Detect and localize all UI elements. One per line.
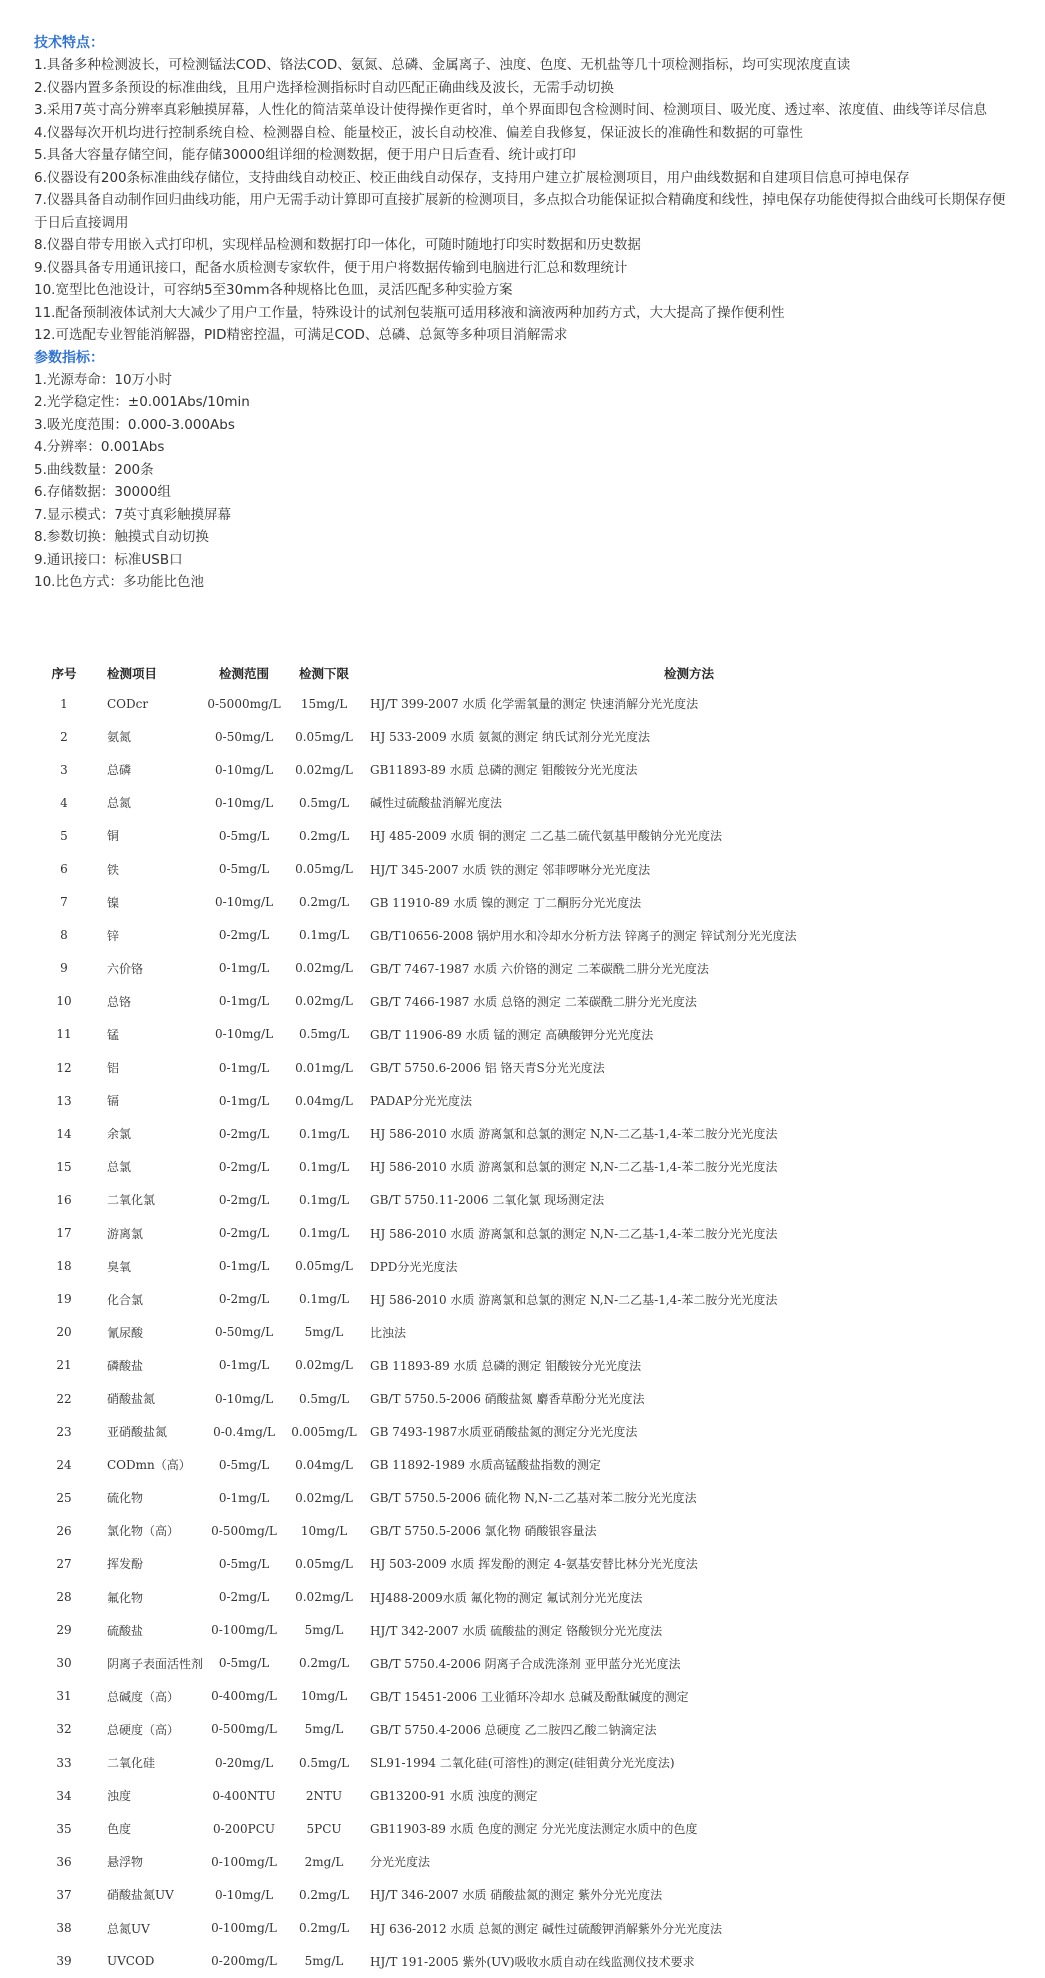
detection-method-cell: GB/T 5750.5-2006 硫化物 N,N-二乙基对苯二胺分光光度法 — [370, 1491, 697, 1506]
tech_features-item: 5.具备大容量存储空间，能存储30000组详细的检测数据，便于用户日后查看、统计或打印 — [34, 147, 576, 163]
detection-method-cell: HJ 636-2012 水质 总氮的测定 碱性过硫酸钾消解紫外分光光度法 — [370, 1921, 723, 1936]
table-row — [35, 1217, 1014, 1250]
detection-limit-cell: 0.01mg/L — [295, 1060, 353, 1075]
detection-range-cell: 0-2mg/L — [218, 1192, 270, 1207]
detection-limit-cell: 0.02mg/L — [295, 961, 353, 976]
detection-range-cell: 0-2mg/L — [218, 928, 270, 943]
detection-item-cell: 总氮UV — [107, 1921, 150, 1936]
detection-item-cell: CODmn（高） — [107, 1458, 191, 1473]
table-row — [35, 1812, 1014, 1845]
row-number-cell: 36 — [56, 1854, 72, 1869]
detection-item-cell: 铁 — [107, 862, 120, 877]
detection-item-cell: 硝酸盐氮 — [107, 1392, 156, 1407]
detection-range-cell: 0-200mg/L — [211, 1954, 277, 1969]
table-row — [35, 720, 1014, 753]
table-row — [35, 1448, 1014, 1481]
row-number-cell: 3 — [60, 762, 68, 777]
table-row — [35, 852, 1014, 885]
methods-table — [35, 658, 1014, 1978]
detection-limit-cell: 10mg/L — [300, 1689, 348, 1704]
detection-limit-cell: 0.04mg/L — [295, 1093, 353, 1108]
row-number-cell: 9 — [60, 961, 68, 976]
row-number-cell: 16 — [56, 1192, 72, 1207]
detection-limit-cell: 0.2mg/L — [298, 828, 350, 843]
table-row — [35, 1614, 1014, 1647]
detection-item-cell: CODcr — [107, 696, 149, 711]
detection-method-cell: 碱性过硫酸盐消解光度法 — [370, 796, 503, 811]
table-row — [35, 1845, 1014, 1878]
detection-limit-cell: 0.05mg/L — [295, 729, 353, 744]
detection-method-cell: HJ 586-2010 水质 游离氯和总氯的测定 N,N-二乙基-1,4-苯二胺分光光度法 — [370, 1127, 778, 1142]
tech_features-item: 8.仪器自带专用嵌入式打印机，实现样品检测和数据打印一体化，可随时随地打印实时数据和历史数据 — [34, 237, 641, 253]
row-number-cell: 6 — [60, 862, 68, 877]
detection-range-cell: 0-10mg/L — [215, 762, 274, 777]
detection-method-cell: GB/T 5750.4-2006 总硬度 乙二胺四乙酸二钠滴定法 — [370, 1722, 657, 1737]
detection-range-cell: 0-2mg/L — [218, 1126, 270, 1141]
detection-method-cell: GB13200-91 水质 浊度的测定 — [370, 1789, 538, 1804]
detection-limit-cell: 0.05mg/L — [295, 1259, 353, 1274]
detection-range-cell: 0-10mg/L — [215, 795, 274, 810]
detection-limit-cell: 0.02mg/L — [295, 762, 353, 777]
row-number-cell: 13 — [56, 1093, 72, 1108]
detection-method-cell: DPD分光光度法 — [370, 1259, 458, 1274]
detection-limit-cell: 0.1mg/L — [298, 1226, 350, 1241]
detection-item-cell: 总氮 — [107, 796, 132, 811]
detection-range-cell: 0-5000mg/L — [207, 696, 281, 711]
detection-limit-cell: 0.5mg/L — [298, 1391, 350, 1406]
table-row — [35, 1547, 1014, 1580]
row-number-cell: 25 — [56, 1490, 72, 1505]
table-row — [35, 687, 1014, 720]
detection-method-cell: GB 11910-89 水质 镍的测定 丁二酮肟分光光度法 — [370, 895, 642, 910]
detection-range-cell: 0-5mg/L — [218, 862, 270, 877]
detection-method-cell: 比浊法 — [370, 1325, 407, 1340]
detection-method-cell: HJ/T 342-2007 水质 硫酸盐的测定 铬酸钡分光光度法 — [370, 1623, 663, 1638]
parameters-item: 7.显示模式：7英寸真彩触摸屏幕 — [34, 506, 231, 523]
tech_features-item: 12.可选配专业智能消解器，PID精密控温，可满足COD、总磷、总氮等多种项目消解需求 — [34, 327, 568, 343]
row-number-cell: 31 — [56, 1689, 72, 1704]
detection-method-cell: HJ/T 399-2007 水质 化学需氧量的测定 快速消解分光光度法 — [370, 697, 699, 712]
row-number-cell: 12 — [56, 1060, 72, 1075]
detection-limit-cell: 0.1mg/L — [298, 1159, 350, 1174]
detection-item-cell: 亚硝酸盐氮 — [107, 1425, 168, 1440]
table-row — [35, 1018, 1014, 1051]
row-number-cell: 11 — [56, 1027, 72, 1042]
detection-item-cell: 铝 — [107, 1061, 120, 1076]
table-row — [35, 919, 1014, 952]
detection-method-cell: GB/T 5750.11-2006 二氧化氯 现场测定法 — [370, 1193, 605, 1208]
table-row — [35, 1250, 1014, 1283]
table-row — [35, 952, 1014, 985]
detection-item-cell: 锰 — [107, 1027, 120, 1042]
detection-method-cell: GB/T 5750.5-2006 硝酸盐氮 麝香草酚分光光度法 — [370, 1392, 645, 1407]
detection-limit-cell: 0.05mg/L — [295, 1556, 353, 1571]
table-row — [35, 1514, 1014, 1547]
detection-limit-cell: 5mg/L — [304, 1325, 344, 1340]
detection-range-cell: 0-1mg/L — [218, 961, 270, 976]
table-row — [35, 1051, 1014, 1084]
detection-method-cell: HJ488-2009水质 氟化物的测定 氟试剂分光光度法 — [370, 1590, 643, 1605]
detection-method-cell: HJ 586-2010 水质 游离氯和总氯的测定 N,N-二乙基-1,4-苯二胺分光光度法 — [370, 1160, 778, 1175]
row-number-cell: 39 — [56, 1954, 72, 1969]
table-row — [35, 1150, 1014, 1183]
row-number-cell: 7 — [60, 895, 68, 910]
detection-item-cell: 氯化物（高） — [107, 1524, 180, 1539]
detection-range-cell: 0-50mg/L — [215, 729, 274, 744]
detection-method-cell: GB/T10656-2008 锅炉用水和冷却水分析方法 锌离子的测定 锌试剂分光光度法 — [370, 928, 797, 943]
parameters-item: 6.存储数据：30000组 — [34, 484, 171, 500]
detection-item-cell: 二氧化硅 — [107, 1756, 156, 1771]
tech_features-item: 10.宽型比色池设计，可容纳5至30mm各种规格比色皿，灵活匹配多种实验方案 — [34, 282, 513, 298]
detection-range-cell: 0-1mg/L — [218, 1093, 270, 1108]
tech_features-item: 4.仪器每次开机均进行控制系统自检、检测器自检、能量校正，波长自动校准、偏差自我修复，保证波长的准确性和数据的可靠性 — [34, 124, 803, 141]
detection-limit-cell: 0.5mg/L — [298, 1027, 350, 1042]
table-row — [35, 1283, 1014, 1316]
detection-item-cell: 铜 — [107, 829, 120, 844]
tech_features-item: 11.配备预制液体试剂大大减少了用户工作量，特殊设计的试剂包装瓶可适用移液和滴液两种加药方式，大大提高了操作便利性 — [34, 304, 785, 321]
detection-range-cell: 0-200PCU — [213, 1821, 275, 1836]
table-row — [35, 819, 1014, 852]
detection-method-cell: HJ/T 345-2007 水质 铁的测定 邻菲啰啉分光光度法 — [370, 862, 651, 877]
detection-method-cell: GB11893-89 水质 总磷的测定 钼酸铵分光光度法 — [370, 763, 638, 778]
row-number-cell: 21 — [56, 1358, 72, 1373]
table-header-row — [35, 658, 1014, 687]
detection-limit-cell: 0.02mg/L — [295, 1358, 353, 1373]
detection-range-cell: 0-400NTU — [212, 1788, 276, 1803]
detection-item-cell: 锌 — [107, 928, 120, 943]
detection-limit-cell: 0.02mg/L — [295, 994, 353, 1009]
detection-range-cell: 0-2mg/L — [218, 1159, 270, 1174]
row-number-cell: 5 — [60, 828, 68, 843]
detection-range-cell: 0-5mg/L — [218, 1457, 270, 1472]
detection-limit-cell: 0.2mg/L — [298, 1656, 350, 1671]
detection-method-cell: GB/T 7466-1987 水质 总铬的测定 二苯碳酰二肼分光光度法 — [370, 994, 697, 1009]
detection-item-cell: 总氯 — [107, 1160, 132, 1175]
detection-range-cell: 0-2mg/L — [218, 1590, 270, 1605]
table-row — [35, 1713, 1014, 1746]
table-row — [35, 1183, 1014, 1216]
row-number-cell: 8 — [60, 928, 68, 943]
detection-item-cell: 悬浮物 — [107, 1855, 144, 1870]
detection-range-cell: 0-2mg/L — [218, 1292, 270, 1307]
detection-limit-cell: 0.1mg/L — [298, 1126, 350, 1141]
detection-method-cell: GB 11893-89 水质 总磷的测定 钼酸铵分光光度法 — [370, 1358, 642, 1373]
table-row — [35, 1581, 1014, 1614]
row-number-cell: 28 — [56, 1590, 72, 1605]
detection-item-cell: 总铬 — [107, 994, 132, 1009]
header-method: 检测方法 — [664, 665, 715, 681]
tech_features-item: 7.仪器具备自动制作回归曲线功能，用户无需手动计算即可直接扩展新的检测项目，多点拟合功能保证拟合精确度和线性，掉电保存功能使得拟合曲线可长期保存便于日后直接调用 — [34, 192, 1006, 231]
row-number-cell: 34 — [56, 1788, 72, 1803]
parameters-item: 8.参数切换：触摸式自动切换 — [34, 529, 209, 545]
row-number-cell: 10 — [56, 994, 72, 1009]
detection-limit-cell: 0.04mg/L — [295, 1457, 353, 1472]
table-row — [35, 886, 1014, 919]
detection-item-cell: 阴离子表面活性剂 — [107, 1656, 204, 1671]
detection-range-cell: 0-1mg/L — [218, 1060, 270, 1075]
detection-range-cell: 0-500mg/L — [211, 1722, 277, 1737]
detection-item-cell: 挥发酚 — [107, 1557, 144, 1572]
detection-range-cell: 0-400mg/L — [211, 1689, 277, 1704]
row-number-cell: 23 — [56, 1424, 72, 1439]
detection-limit-cell: 2NTU — [305, 1788, 343, 1803]
row-number-cell: 18 — [56, 1259, 72, 1274]
detection-limit-cell: 10mg/L — [300, 1523, 348, 1538]
row-number-cell: 4 — [60, 795, 68, 810]
detection-item-cell: 浊度 — [107, 1789, 132, 1804]
tech_features-item: 1.具备多种检测波长，可检测锰法COD、铬法COD、氨氮、总磷、金属离子、浊度、色度、无机盐等几十项检测指标，均可实现浓度直读 — [34, 57, 851, 73]
detection-limit-cell: 5mg/L — [304, 1623, 344, 1638]
detection-item-cell: 化合氯 — [107, 1292, 144, 1307]
parameters-item: 5.曲线数量：200条 — [34, 461, 154, 478]
header-no: 序号 — [51, 665, 77, 681]
parameters-item: 10.比色方式：多功能比色池 — [34, 574, 204, 590]
detection-method-cell: GB/T 5750.4-2006 阴离子合成洗涤剂 亚甲蓝分光光度法 — [370, 1656, 681, 1671]
detection-range-cell: 0-500mg/L — [211, 1523, 277, 1538]
parameters-list — [34, 369, 1014, 594]
table-row — [35, 1647, 1014, 1680]
content — [34, 32, 1014, 594]
row-number-cell: 38 — [56, 1921, 72, 1936]
detection-limit-cell: 2mg/L — [304, 1854, 344, 1869]
detection-item-cell: 硫酸盐 — [107, 1623, 144, 1638]
parameters-item: 1.光源寿命：10万小时 — [34, 371, 173, 388]
table-row — [35, 753, 1014, 786]
detection-limit-cell: 5mg/L — [304, 1722, 344, 1737]
detection-item-cell: 氟化物 — [107, 1590, 144, 1605]
detection-method-cell: GB/T 11906-89 水质 锰的测定 高碘酸钾分光光度法 — [370, 1027, 654, 1042]
header-limit: 检测下限 — [299, 665, 350, 681]
detection-method-cell: GB11903-89 水质 色度的测定 分光光度法测定水质中的色度 — [370, 1822, 698, 1837]
detection-limit-cell: 0.2mg/L — [298, 1921, 350, 1936]
row-number-cell: 17 — [56, 1226, 72, 1241]
detection-item-cell: 硫化物 — [107, 1491, 144, 1506]
table-row — [35, 1779, 1014, 1812]
detection-range-cell: 0-50mg/L — [215, 1325, 274, 1340]
detection-limit-cell: 0.5mg/L — [298, 1755, 350, 1770]
detection-range-cell: 0-2mg/L — [218, 1226, 270, 1241]
detection-item-cell: 六价铬 — [107, 961, 144, 976]
detection-range-cell: 0-20mg/L — [215, 1755, 274, 1770]
detection-limit-cell: 5mg/L — [304, 1954, 344, 1969]
table-row — [35, 1481, 1014, 1514]
row-number-cell: 32 — [56, 1722, 72, 1737]
header-item: 检测项目 — [107, 665, 158, 681]
detection-item-cell: 总碱度（高） — [107, 1689, 180, 1704]
detection-range-cell: 0-1mg/L — [218, 1358, 270, 1373]
detection-range-cell: 0-5mg/L — [218, 1656, 270, 1671]
table-row — [35, 1349, 1014, 1382]
detection-item-cell: 氰尿酸 — [107, 1325, 144, 1340]
detection-range-cell: 0-5mg/L — [218, 1556, 270, 1571]
detection-item-cell: UVCOD — [107, 1954, 155, 1969]
detection-range-cell: 0-10mg/L — [215, 1391, 274, 1406]
detection-method-cell: HJ 533-2009 水质 氨氮的测定 纳氏试剂分光光度法 — [370, 730, 651, 745]
detection-range-cell: 0-100mg/L — [211, 1921, 277, 1936]
detection-limit-cell: 0.02mg/L — [295, 1490, 353, 1505]
row-number-cell: 15 — [56, 1159, 72, 1174]
detection-limit-cell: 15mg/L — [300, 696, 348, 711]
parameters-title: 参数指标： — [34, 349, 104, 366]
detection-item-cell: 色度 — [107, 1822, 132, 1837]
tech_features-item: 6.仪器设有200条标准曲线存储位，支持曲线自动校正、校正曲线自动保存，支持用户建立扩展检测项目，用户曲线数据和自建项目信息可掉电保存 — [34, 169, 910, 186]
row-number-cell: 24 — [56, 1457, 72, 1472]
table-row — [35, 1911, 1014, 1944]
detection-limit-cell: 0.2mg/L — [298, 895, 350, 910]
row-number-cell: 27 — [56, 1556, 72, 1571]
row-number-cell: 30 — [56, 1656, 72, 1671]
detection-limit-cell: 0.1mg/L — [298, 928, 350, 943]
row-number-cell: 20 — [56, 1325, 72, 1340]
detection-method-cell: GB/T 5750.6-2006 铝 铬天青S分光光度法 — [370, 1061, 605, 1076]
detection-item-cell: 余氯 — [107, 1127, 132, 1142]
detection-range-cell: 0-1mg/L — [218, 994, 270, 1009]
detection-item-cell: 镍 — [107, 895, 120, 910]
row-number-cell: 26 — [56, 1523, 72, 1538]
table-row — [35, 1415, 1014, 1448]
detection-limit-cell: 0.005mg/L — [291, 1424, 357, 1439]
row-number-cell: 37 — [56, 1887, 72, 1902]
detection-item-cell: 游离氯 — [107, 1226, 144, 1241]
detection-range-cell: 0-1mg/L — [218, 1490, 270, 1505]
detection-limit-cell: 0.5mg/L — [298, 795, 350, 810]
detection-method-cell: 分光光度法 — [370, 1855, 431, 1870]
detection-method-cell: SL91-1994 二氧化硅(可溶性)的测定(硅钼黄分光光度法) — [370, 1756, 675, 1771]
detection-item-cell: 总磷 — [107, 763, 132, 778]
detection-method-cell: HJ/T 191-2005 紫外(UV)吸收水质自动在线监测仪技术要求 — [370, 1954, 695, 1969]
detection-method-cell: GB/T 7467-1987 水质 六价铬的测定 二苯碳酰二肼分光光度法 — [370, 961, 709, 976]
detection-item-cell: 总硬度（高） — [107, 1722, 180, 1737]
table-row — [35, 1746, 1014, 1779]
detection-method-cell: GB/T 15451-2006 工业循环冷却水 总碱及酚酞碱度的测定 — [370, 1689, 689, 1704]
detection-range-cell: 0-10mg/L — [215, 1027, 274, 1042]
tech_features-item: 2.仪器内置多条预设的标准曲线，且用户选择检测指标时自动匹配正确曲线及波长，无需手动切换 — [34, 79, 614, 96]
row-number-cell: 14 — [56, 1126, 72, 1141]
detection-method-cell: HJ 586-2010 水质 游离氯和总氯的测定 N,N-二乙基-1,4-苯二胺分光光度法 — [370, 1226, 778, 1241]
detection-item-cell: 磷酸盐 — [107, 1358, 144, 1373]
detection-limit-cell: 5PCU — [306, 1821, 342, 1836]
detection-item-cell: 臭氧 — [107, 1259, 132, 1274]
tech-features-list — [34, 54, 1014, 347]
detection-limit-cell: 0.05mg/L — [295, 862, 353, 877]
detection-range-cell: 0-100mg/L — [211, 1854, 277, 1869]
table-row — [35, 985, 1014, 1018]
detection-item-cell: 二氧化氯 — [107, 1193, 156, 1208]
detection-range-cell: 0-5mg/L — [218, 828, 270, 843]
row-number-cell: 19 — [56, 1292, 72, 1307]
table-row — [35, 786, 1014, 819]
detection-method-cell: PADAP分光光度法 — [370, 1094, 473, 1109]
row-number-cell: 2 — [60, 729, 68, 744]
table-row — [35, 1084, 1014, 1117]
table-row — [35, 1945, 1014, 1978]
row-number-cell: 33 — [56, 1755, 72, 1770]
detection-range-cell: 0-0.4mg/L — [213, 1424, 275, 1439]
detection-method-cell: GB/T 5750.5-2006 氯化物 硝酸银容量法 — [370, 1524, 597, 1539]
detection-range-cell: 0-1mg/L — [218, 1259, 270, 1274]
parameters-item: 3.吸光度范围：0.000-3.000Abs — [34, 416, 235, 433]
detection-method-cell: GB 11892-1989 水质高锰酸盐指数的测定 — [370, 1458, 601, 1473]
detection-item-cell: 硝酸盐氮UV — [107, 1888, 174, 1903]
detection-range-cell: 0-10mg/L — [215, 895, 274, 910]
detection-limit-cell: 0.1mg/L — [298, 1292, 350, 1307]
row-number-cell: 29 — [56, 1623, 72, 1638]
tech_features-item: 3.采用7英寸高分辨率真彩触摸屏幕，人性化的简洁菜单设计使得操作更省时，单个界面即包含检测时间、检测项目、吸光度、透过率、浓度值、曲线等详尽信息 — [34, 102, 987, 118]
detection-range-cell: 0-100mg/L — [211, 1623, 277, 1638]
parameters-item: 4.分辨率：0.001Abs — [34, 439, 165, 455]
parameters-item: 2.光学稳定性：±0.001Abs/10min — [34, 394, 250, 410]
detection-limit-cell: 0.2mg/L — [298, 1887, 350, 1902]
detection-item-cell: 氨氮 — [107, 730, 132, 745]
detection-item-cell: 镉 — [107, 1094, 120, 1109]
table-row — [35, 1382, 1014, 1415]
detection-method-cell: HJ 485-2009 水质 铜的测定 二乙基二硫代氨基甲酸钠分光光度法 — [370, 829, 723, 844]
detection-method-cell: HJ 586-2010 水质 游离氯和总氯的测定 N,N-二乙基-1,4-苯二胺分光光度法 — [370, 1292, 778, 1307]
detection-range-cell: 0-10mg/L — [215, 1887, 274, 1902]
table-row — [35, 1878, 1014, 1911]
row-number-cell: 1 — [60, 696, 68, 711]
row-number-cell: 22 — [56, 1391, 72, 1406]
table-row — [35, 1680, 1014, 1713]
table-row — [35, 1117, 1014, 1150]
detection-limit-cell: 0.02mg/L — [295, 1590, 353, 1605]
header-range: 检测范围 — [219, 665, 270, 681]
row-number-cell: 35 — [56, 1821, 72, 1836]
detection-limit-cell: 0.1mg/L — [298, 1192, 350, 1207]
detection-method-cell: GB 7493-1987水质亚硝酸盐氮的测定分光光度法 — [370, 1425, 638, 1440]
detection-method-cell: HJ 503-2009 水质 挥发酚的测定 4-氨基安替比林分光光度法 — [370, 1557, 698, 1572]
tech-features-title: 技术特点： — [34, 35, 104, 51]
tech_features-item: 9.仪器具备专用通讯接口，配备水质检测专家软件，便于用户将数据传输到电脑进行汇总和数理统计 — [34, 259, 628, 276]
detection-method-cell: HJ/T 346-2007 水质 硝酸盐氮的测定 紫外分光光度法 — [370, 1888, 663, 1903]
parameters-item: 9.通讯接口：标准USB口 — [34, 551, 183, 568]
table-row — [35, 1316, 1014, 1349]
